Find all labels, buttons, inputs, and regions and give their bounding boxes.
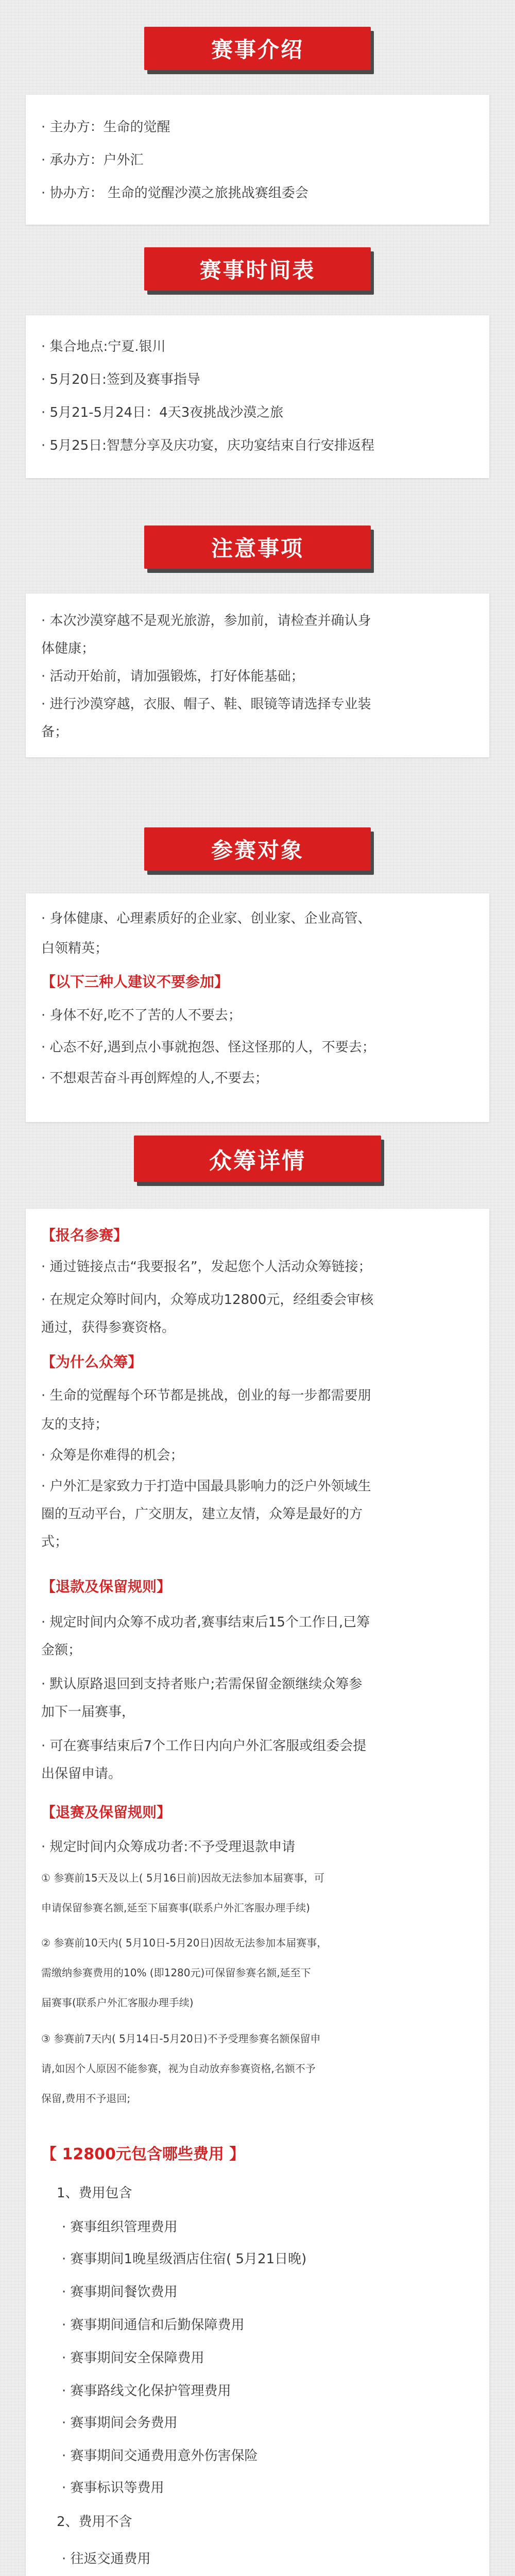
refund-line: · 可在赛事结束后7个工作日内向户外汇客服或组委会提 [41,1738,367,1754]
signup-title: 【报名参赛】 [41,1227,128,1244]
schedule-card [26,315,489,478]
fee-included-item: · 赛事路线文化保护管理费用 [62,2383,231,2399]
crowd-title: 众筹详情 [134,1136,381,1182]
target-line: · 身体健康、心理素质好的企业家、创业家、企业高管、 [41,911,371,926]
intro-item: · 主办方：生命的觉醒 [41,120,170,135]
fee-included-item: · 赛事期间安全保障费用 [62,2350,204,2366]
notice-line: · 活动开始前，请加强锻炼，打好体能基础； [41,669,304,684]
fee-excluded-item: · 往返交通费用 [62,2551,151,2567]
signup-line: 通过，获得参赛资格。 [41,1320,176,1335]
withdraw-line: 届赛事(联系户外汇客服办理手续) [41,1996,194,2009]
target-exclude-line: · 心态不好,遇到点小事就抱怨、怪这怪那的人，不要去； [41,1040,375,1055]
why-line: 圈的互动平台，广交朋友，建立友情，众筹是最好的方 [41,1506,363,1522]
refund-title: 【退款及保留规则】 [41,1578,171,1595]
intro-title: 赛事介绍 [144,27,371,70]
withdraw-lead: · 规定时间内众筹成功者:不予受理退款申请 [41,1839,296,1855]
target-exclude-line: · 身体不好,吃不了苦的人不要去； [41,1008,242,1023]
fee-included-item: · 赛事期间通信和后勤保障费用 [62,2317,245,2333]
refund-line: 金额； [41,1642,82,1658]
fee-included-item: · 赛事期间交通费用意外伤害保险 [62,2448,258,2464]
notice-line: 体健康； [41,641,95,656]
notice-card [26,594,489,757]
withdraw-line: 请,如因个人原因不能参赛，视为自动放弃参赛资格,名额不予 [41,2062,316,2075]
target-line: 白领精英； [41,941,109,956]
intro-card [26,95,489,225]
why-line: · 户外汇是家致力于打造中国最具影响力的泛户外领域生 [41,1479,371,1494]
notice-line: 备； [41,724,68,740]
fee-title: 【 12800元包含哪些费用 】 [41,2145,245,2163]
fee-excluded-title: 2、费用不含 [57,2514,132,2530]
target-title: 参赛对象 [144,827,371,871]
crowd-card [26,1209,489,2576]
notice-section [26,526,489,747]
withdraw-line: 申请保留参赛名额,延至下届赛事(联系户外汇客服办理手续) [41,1902,310,1914]
refund-line: · 规定时间内众筹不成功者,赛事结束后15个工作日,已筹 [41,1615,370,1630]
crowd-banner [134,1136,381,1182]
target-exclude-line: · 不想艰苦奋斗再创辉煌的人,不要去； [41,1071,268,1086]
fee-included-item: · 赛事期间餐饮费用 [62,2284,178,2300]
schedule-title: 赛事时间表 [144,247,371,291]
intro-banner [144,27,371,70]
schedule-item: · 5月20日:签到及赛事指导 [41,372,200,387]
notice-title: 注意事项 [144,526,371,569]
refund-line: 出保留申请。 [41,1766,122,1782]
withdraw-line: ① 参赛前15天及以上( 5月16日前)因故无法参加本届赛事，可 [41,1872,324,1884]
why-title: 【为什么众筹】 [41,1353,143,1370]
withdraw-line: ③ 参赛前7天内( 5月14日-5月20日)不予受理参赛名额保留申 [41,2032,321,2045]
intro-item: · 承办方：户外汇 [41,152,144,168]
why-line: 友的支持； [41,1417,109,1432]
refund-line: · 默认原路退回到支持者账户;若需保留金额继续众筹参 [41,1676,363,1692]
notice-line: · 进行沙漠穿越，衣服、帽子、鞋、眼镜等请选择专业装 [41,697,371,712]
schedule-section [26,247,489,478]
fee-included-title: 1、费用包含 [57,2185,132,2201]
schedule-banner [144,247,371,291]
intro-item: · 协办方： 生命的觉醒沙漠之旅挑战赛组委会 [41,185,308,201]
schedule-item: · 集合地点:宁夏.银川 [41,339,166,354]
fee-included-item: · 赛事期间会务费用 [62,2415,178,2431]
crowd-section [26,1136,489,2576]
signup-line: · 在规定众筹时间内，众筹成功12800元，经组委会审核 [41,1292,374,1308]
why-line: 式； [41,1534,68,1550]
target-card [26,893,489,1122]
target-exclude-title: 【以下三种人建议不要参加】 [41,973,229,990]
target-section [26,827,489,1122]
withdraw-line: 保留,费用不予退回; [41,2092,131,2105]
withdraw-line: ② 参赛前10天内( 5月10日-5月20日)因故无法参加本届赛事， [41,1937,328,1949]
signup-line: · 通过链接点击“我要报名”，发起您个人活动众筹链接； [41,1259,372,1275]
notice-line: · 本次沙漠穿越不是观光旅游，参加前，请检查并确认身 [41,613,371,629]
fee-included-item: · 赛事组织管理费用 [62,2219,178,2235]
why-line: · 生命的觉醒每个环节都是挑战，创业的每一步都需要朋 [41,1388,371,1403]
withdraw-title: 【退赛及保留规则】 [41,1804,171,1821]
target-banner [144,827,371,871]
notice-banner [144,526,371,569]
intro-section [26,27,489,225]
fee-included-item: · 赛事期间1晚星级酒店住宿( 5月21日晚) [62,2251,307,2267]
withdraw-line: 需缴纳参赛费用的10% (即1280元)可保留参赛名额,延至下 [41,1967,311,1979]
refund-line: 加下一届赛事， [41,1704,135,1720]
schedule-item: · 5月25日:智慧分享及庆功宴，庆功宴结束自行安排返程 [41,438,374,453]
why-line: · 众筹是你难得的机会； [41,1448,184,1463]
fee-included-item: · 赛事标识等费用 [62,2480,164,2496]
schedule-item: · 5月21-5月24日：4天3夜挑战沙漠之旅 [41,405,284,420]
